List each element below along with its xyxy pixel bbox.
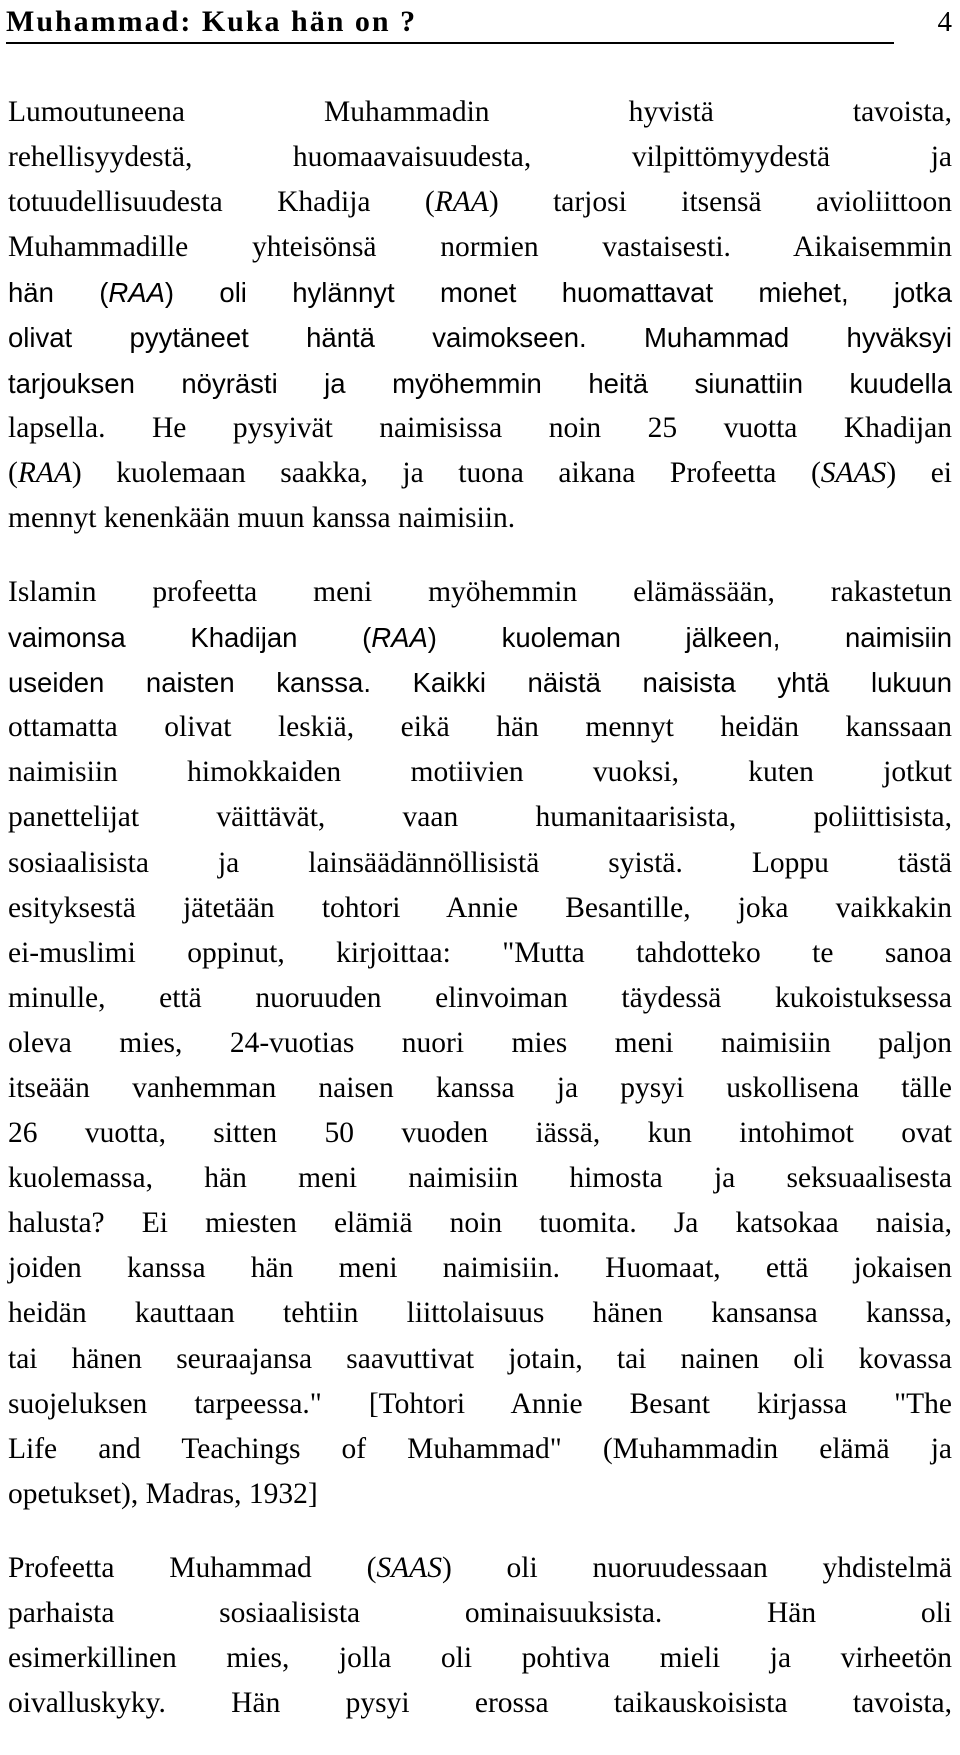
text-line: vaimonsa Khadijan (RAA) kuoleman jälkeen, naimisiin — [8, 622, 952, 654]
text-line: esimerkillinen mies, jolla oli pohtiva mieli ja virheetön — [8, 1642, 952, 1675]
text-line: lapsella. He pysyivät naimisissa noin 25 vuotta Khadijan — [8, 411, 952, 444]
text-line: Islamin profeetta meni myöhemmin elämässään, rakastetun — [8, 575, 952, 608]
text-line: naimisiin himokkaiden motiivien vuoksi, kuten jotkut — [8, 756, 952, 789]
text-line: (RAA) kuolemaan saakka, ja tuona aikana Profeetta (SAAS) ei — [8, 456, 952, 489]
text-line: esityksestä jätetään tohtori Annie Besantille, joka vaikkakin — [8, 891, 952, 924]
document-body — [8, 90, 952, 1755]
page-header — [6, 4, 952, 44]
paragraph-3 — [8, 1546, 952, 1726]
text-line: heidän kauttaan tehtiin liittolaisuus hänen kansansa kanssa, — [8, 1297, 952, 1330]
text-line: tarjouksen nöyrästi ja myöhemmin heitä siunattiin kuudella — [8, 367, 952, 399]
text-line: halusta? Ei miesten elämiä noin tuomita. Ja katsokaa naisia, — [8, 1207, 952, 1240]
text-line: sosiaalisista ja lainsäädännöllisistä syistä. Loppu tästä — [8, 846, 952, 879]
page-number: 4 — [937, 6, 952, 38]
text-line: tai hänen seuraajansa saavuttivat jotain, tai nainen oli kovassa — [8, 1342, 952, 1375]
text-line: 26 vuotta, sitten 50 vuoden iässä, kun intohimot ovat — [8, 1117, 952, 1150]
text-line: oleva mies, 24-vuotias nuori mies meni naimisiin paljon — [8, 1026, 952, 1059]
text-line: Lumoutuneena Muhammadin hyvistä tavoista, — [8, 96, 952, 128]
text-line: oivalluskyky. Hän pysyi erossa taikauskoisista tavoista, — [8, 1687, 952, 1720]
text-line: ei-muslimi oppinut, kirjoittaa: "Mutta tahdotteko te sanoa — [8, 936, 952, 969]
paragraph-2 — [8, 570, 952, 1517]
text-line: mennyt kenenkään muun kanssa naimisiin. — [8, 501, 516, 534]
paragraph-1 — [8, 90, 952, 541]
header-rule — [6, 42, 894, 44]
text-line: hän (RAA) oli hylännyt monet huomattavat miehet, jotka — [8, 277, 953, 309]
page-title: Muhammad: Kuka hän on ? — [6, 5, 418, 38]
text-line: kuolemassa, hän meni naimisiin himosta ja seksuaalisesta — [8, 1162, 952, 1195]
text-line: suojeluksen tarpeessa." [Tohtori Annie Besant kirjassa "The — [8, 1387, 952, 1420]
text-line: parhaista sosiaalisista ominaisuuksista. Hän oli — [8, 1597, 952, 1629]
text-line: minulle, että nuoruuden elinvoiman täydessä kukoistuksessa — [8, 981, 952, 1014]
text-line: itseään vanhemman naisen kanssa ja pysyi uskollisena tälle — [8, 1071, 952, 1104]
text-line: Profeetta Muhammad (SAAS) oli nuoruudessaan yhdistelmä — [8, 1551, 952, 1584]
text-line: Life and Teachings of Muhammad" (Muhammadin elämä ja — [8, 1432, 952, 1465]
text-line: olivat pyytäneet häntä vaimokseen. Muhammad hyväksyi — [8, 322, 952, 354]
text-line: panettelijat väittävät, vaan humanitaarisista, poliittisista, — [8, 801, 952, 834]
text-line: useiden naisten kanssa. Kaikki näistä naisista yhtä lukuun — [8, 667, 952, 699]
text-line: ottamatta olivat leskiä, eikä hän mennyt heidän kanssaan — [8, 711, 952, 744]
text-line: rehellisyydestä, huomaavaisuudesta, vilpittömyydestä ja — [8, 141, 952, 174]
text-line: Muhammadille yhteisönsä normien vastaisesti. Aikaisemmin — [8, 231, 952, 264]
text-line: joiden kanssa hän meni naimisiin. Huomaat, että jokaisen — [8, 1252, 952, 1285]
text-line: totuudellisuudesta Khadija (RAA) tarjosi itsensä avioliittoon — [8, 186, 952, 219]
text-line: opetukset), Madras, 1932] — [8, 1477, 318, 1510]
